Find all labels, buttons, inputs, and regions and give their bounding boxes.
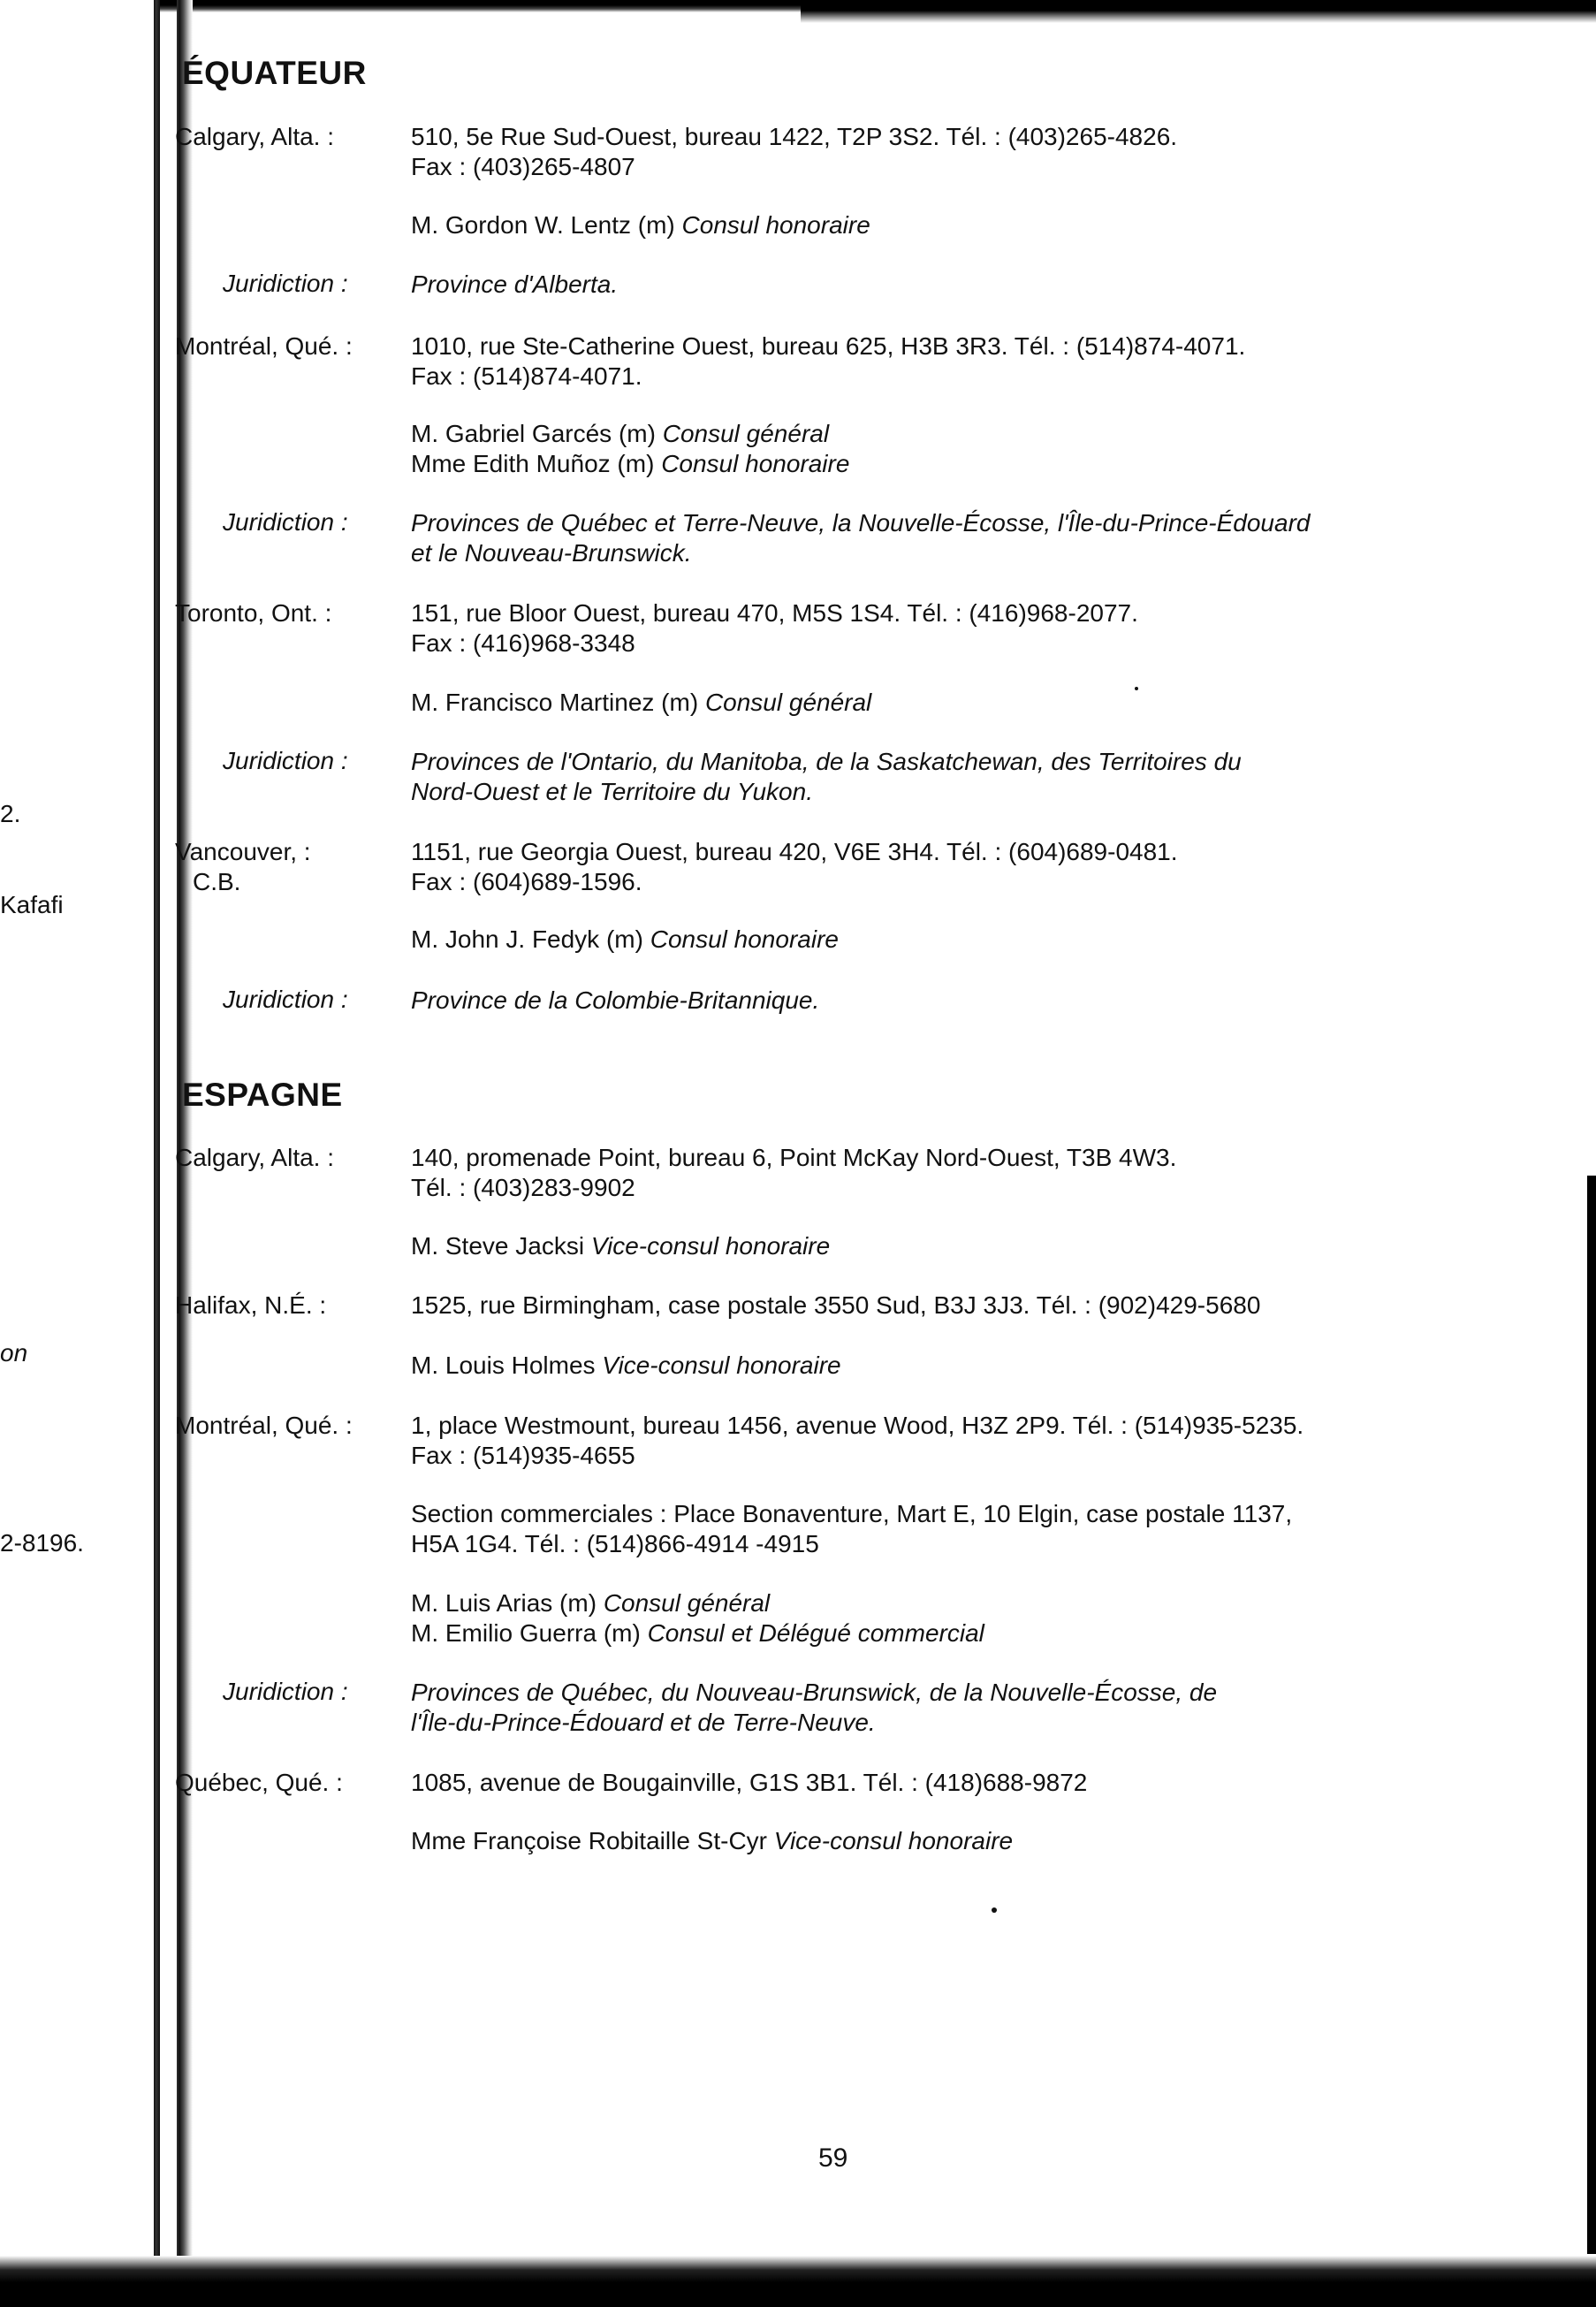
city-label: Toronto, Ont. : bbox=[175, 599, 332, 627]
person-name: M. Steve Jacksi bbox=[411, 1232, 585, 1260]
address-block bbox=[411, 598, 1138, 659]
city-label: Calgary, Alta. : bbox=[175, 1144, 335, 1171]
jurisdiction-text bbox=[411, 508, 1310, 568]
person-title: Vice-consul honoraire bbox=[773, 1827, 1014, 1854]
people-block bbox=[411, 419, 849, 479]
address-line: Fax : (514)874-4071. bbox=[411, 362, 642, 390]
address-line: Fax : (403)265-4807 bbox=[411, 153, 635, 180]
jurisdiction-text bbox=[411, 747, 1242, 807]
person-title: Consul honoraire bbox=[650, 925, 839, 953]
commercial-line: Section commerciales : Place Bonaventure, Mart E, 10 Elgin, case postale 1137, bbox=[411, 1500, 1293, 1527]
person-name: M. Francisco Martinez (m) bbox=[411, 689, 699, 716]
person-line bbox=[411, 210, 870, 240]
address-line: Fax : (604)689-1596. bbox=[411, 868, 642, 895]
address-block bbox=[411, 837, 1178, 897]
person-title: Vice-consul honoraire bbox=[590, 1232, 831, 1260]
facing-page-strip bbox=[0, 0, 154, 2307]
jurisdiction-line: Province de la Colombie-Britannique. bbox=[411, 986, 820, 1014]
address-line: 140, promenade Point, bureau 6, Point McKay Nord-Ouest, T3B 4W3. bbox=[411, 1144, 1177, 1171]
margin-fragment: on bbox=[0, 1339, 28, 1367]
person-name: M. Louis Holmes bbox=[411, 1351, 596, 1379]
address-block bbox=[411, 1291, 1260, 1321]
scan-speck bbox=[992, 1907, 997, 1913]
jurisdiction-label: Juridiction : bbox=[223, 986, 348, 1013]
person-name: M. Gabriel Garcés (m) bbox=[411, 420, 656, 447]
address-line: Tél. : (403)283-9902 bbox=[411, 1174, 635, 1201]
jurisdiction-line: l'Île-du-Prince-Édouard et de Terre-Neuve. bbox=[411, 1709, 876, 1736]
person-name: M. Gordon W. Lentz (m) bbox=[411, 211, 675, 239]
person-line bbox=[411, 1351, 841, 1381]
address-block bbox=[411, 1411, 1303, 1471]
person-title: Consul et Délégué commercial bbox=[647, 1619, 984, 1647]
jurisdiction-text bbox=[411, 1678, 1217, 1738]
city-label: Montréal, Qué. : bbox=[175, 332, 353, 360]
person-name: M. Luis Arias (m) bbox=[411, 1589, 597, 1617]
person-line bbox=[411, 1826, 1013, 1856]
address-block bbox=[411, 122, 1177, 182]
page-number: 59 bbox=[818, 2143, 848, 2173]
address-line: 510, 5e Rue Sud-Ouest, bureau 1422, T2P 3S2. Tél. : (403)265-4826. bbox=[411, 123, 1178, 150]
binding-line bbox=[154, 0, 160, 2272]
address-block bbox=[411, 1768, 1087, 1798]
person-title: Consul général bbox=[662, 420, 830, 447]
address-line: 1525, rue Birmingham, case postale 3550 Sud, B3J 3J3. Tél. : (902)429-5680 bbox=[411, 1291, 1261, 1319]
margin-fragment: 2-8196. bbox=[0, 1529, 84, 1557]
city-label bbox=[175, 837, 311, 897]
person-title: Consul honoraire bbox=[681, 211, 870, 239]
jurisdiction-label: Juridiction : bbox=[223, 270, 348, 297]
person-name: M. John J. Fedyk (m) bbox=[411, 925, 643, 953]
address-line: Fax : (416)968-3348 bbox=[411, 629, 635, 657]
commercial-line: H5A 1G4. Tél. : (514)866-4914 -4915 bbox=[411, 1530, 819, 1557]
jurisdiction-text bbox=[411, 270, 618, 300]
margin-fragment: Kafafi bbox=[0, 891, 64, 918]
person-title: Vice-consul honoraire bbox=[602, 1351, 841, 1379]
commercial-section bbox=[411, 1499, 1292, 1559]
address-line: 1, place Westmount, bureau 1456, avenue Wood, H3Z 2P9. Tél. : (514)935-5235. bbox=[411, 1412, 1304, 1439]
person-line bbox=[411, 688, 871, 718]
jurisdiction-text bbox=[411, 986, 819, 1016]
person-line bbox=[411, 419, 849, 449]
city-label: Montréal, Qué. : bbox=[175, 1412, 353, 1439]
city-label: Québec, Qué. : bbox=[175, 1769, 343, 1796]
city-label: Calgary, Alta. : bbox=[175, 123, 335, 150]
address-line: 151, rue Bloor Ouest, bureau 470, M5S 1S4. Tél. : (416)968-2077. bbox=[411, 599, 1138, 627]
scan-bottom-edge bbox=[0, 2256, 1596, 2307]
city-label-line: Vancouver, : bbox=[175, 838, 311, 865]
person-title: Consul honoraire bbox=[661, 450, 850, 477]
jurisdiction-line: Provinces de l'Ontario, du Manitoba, de la Saskatchewan, des Territoires du bbox=[411, 748, 1242, 775]
jurisdiction-line: Provinces de Québec et Terre-Neuve, la Nouvelle-Écosse, l'Île-du-Prince-Édouard bbox=[411, 509, 1311, 537]
person-title: Consul général bbox=[603, 1589, 771, 1617]
jurisdiction-label: Juridiction : bbox=[223, 508, 348, 536]
address-line: 1151, rue Georgia Ouest, bureau 420, V6E 3H4. Tél. : (604)689-0481. bbox=[411, 838, 1178, 865]
person-line bbox=[411, 449, 849, 479]
person-name: M. Emilio Guerra (m) bbox=[411, 1619, 641, 1647]
section-title: ÉQUATEUR bbox=[182, 55, 367, 91]
person-title: Consul général bbox=[704, 689, 872, 716]
person-line bbox=[411, 1618, 984, 1648]
scan-top-shadow bbox=[801, 0, 1596, 23]
address-block bbox=[411, 331, 1245, 392]
person-line bbox=[411, 1231, 830, 1261]
person-name: Mme Françoise Robitaille St-Cyr bbox=[411, 1827, 767, 1854]
people-block bbox=[411, 1588, 984, 1648]
address-line: Fax : (514)935-4655 bbox=[411, 1442, 635, 1469]
city-label: Halifax, N.É. : bbox=[175, 1291, 327, 1319]
address-line: 1010, rue Ste-Catherine Ouest, bureau 625, H3B 3R3. Tél. : (514)874-4071. bbox=[411, 332, 1246, 360]
jurisdiction-label: Juridiction : bbox=[223, 1678, 348, 1705]
address-block bbox=[411, 1143, 1176, 1203]
jurisdiction-line: Provinces de Québec, du Nouveau-Brunswick, de la Nouvelle-Écosse, de bbox=[411, 1679, 1218, 1706]
person-line bbox=[411, 925, 839, 955]
person-line bbox=[411, 1588, 984, 1618]
person-name: Mme Edith Muñoz (m) bbox=[411, 450, 655, 477]
jurisdiction-label: Juridiction : bbox=[223, 747, 348, 774]
jurisdiction-line: Nord-Ouest et le Territoire du Yukon. bbox=[411, 778, 813, 805]
city-label-line: C.B. bbox=[193, 868, 241, 895]
scan-right-edge bbox=[1587, 1176, 1596, 2254]
section-title: ESPAGNE bbox=[182, 1077, 343, 1113]
address-line: 1085, avenue de Bougainville, G1S 3B1. Tél. : (418)688-9872 bbox=[411, 1769, 1088, 1796]
jurisdiction-line: Province d'Alberta. bbox=[411, 270, 619, 298]
jurisdiction-line: et le Nouveau-Brunswick. bbox=[411, 539, 692, 567]
margin-fragment: 2. bbox=[0, 800, 21, 827]
scan-speck bbox=[1135, 687, 1138, 690]
